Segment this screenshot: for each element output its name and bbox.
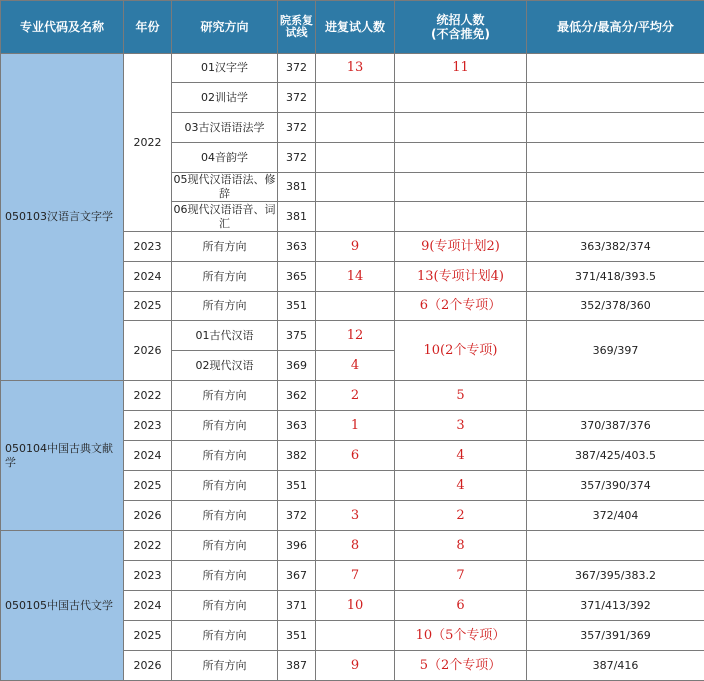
header-direction: 研究方向: [172, 1, 278, 54]
interviewed-cell: 10: [316, 591, 395, 621]
direction-cell: 05现代汉语语法、修辞: [173, 173, 276, 200]
scores-cell: [527, 173, 704, 202]
year-cell: 2024: [124, 441, 172, 471]
interviewed-cell: 8: [316, 531, 395, 561]
line-cell: 371: [278, 591, 316, 621]
admitted-cell: 5: [395, 381, 527, 411]
line-cell: 363: [278, 411, 316, 441]
direction-cell: 所有方向: [172, 292, 278, 321]
line-cell: 351: [278, 621, 316, 651]
scores-cell: [527, 531, 704, 561]
interviewed-cell: [316, 202, 395, 232]
interviewed-cell: 6: [316, 441, 395, 471]
major-name: 050103汉语言文字学: [1, 54, 124, 381]
admitted-cell: [395, 173, 527, 202]
interviewed-cell: [316, 143, 395, 173]
table-row: [1, 381, 704, 411]
year-cell: 2025: [124, 621, 172, 651]
line-cell: 351: [278, 471, 316, 501]
admitted-cell: [395, 83, 527, 113]
line-cell: 396: [278, 531, 316, 561]
direction-cell: 所有方向: [172, 591, 278, 621]
interviewed-cell: 7: [316, 561, 395, 591]
direction-cell: 04音韵学: [172, 143, 278, 173]
scores-cell: 371/413/392: [527, 591, 704, 621]
year-cell: 2025: [124, 292, 172, 321]
line-cell: 363: [278, 232, 316, 262]
scores-cell: [527, 54, 704, 83]
scores-cell: [527, 381, 704, 411]
interviewed-cell: [316, 621, 395, 651]
scores-cell: 387/416: [527, 651, 704, 681]
header-admitted-label: 统招人数: [436, 13, 485, 27]
interviewed-cell: 1: [316, 411, 395, 441]
scores-cell: 363/382/374: [527, 232, 704, 262]
scores-cell: 371/418/393.5: [527, 262, 704, 292]
table-row: [1, 54, 704, 83]
direction-cell: 所有方向: [172, 232, 278, 262]
interviewed-cell: 4: [316, 351, 395, 381]
scores-cell: [527, 143, 704, 173]
direction-cell: 所有方向: [172, 531, 278, 561]
year-cell: 2022: [124, 54, 172, 232]
year-cell: 2022: [124, 381, 172, 411]
interviewed-cell: [316, 471, 395, 501]
major-name: 050105中国古代文学: [1, 531, 124, 681]
header-line: 院系复试线: [278, 1, 316, 54]
admitted-cell: 6: [395, 591, 527, 621]
line-cell: 362: [278, 381, 316, 411]
header-interviewed: 进复试人数: [316, 1, 395, 54]
direction-cell: 02训诂学: [172, 83, 278, 113]
line-cell: 372: [278, 143, 316, 173]
scores-cell: 369/397: [527, 321, 704, 381]
scores-cell: 357/390/374: [527, 471, 704, 501]
header-admitted: [395, 1, 527, 54]
header-major: 专业代码及名称: [1, 1, 124, 54]
interviewed-cell: [316, 292, 395, 321]
line-cell: 372: [278, 54, 316, 83]
scores-cell: 370/387/376: [527, 411, 704, 441]
scores-cell: 352/378/360: [527, 292, 704, 321]
scores-cell: 367/395/383.2: [527, 561, 704, 591]
line-cell: 372: [278, 83, 316, 113]
interviewed-cell: 3: [316, 501, 395, 531]
header-year: 年份: [124, 1, 172, 54]
interviewed-cell: [316, 173, 395, 202]
admitted-cell: 9(专项计划2): [395, 232, 527, 262]
line-cell: 387: [278, 651, 316, 681]
line-cell: 367: [278, 561, 316, 591]
year-cell: 2026: [124, 651, 172, 681]
interviewed-cell: 9: [316, 651, 395, 681]
line-cell: 382: [278, 441, 316, 471]
admitted-cell: 10(2个专项): [395, 321, 527, 381]
scores-cell: 357/391/369: [527, 621, 704, 651]
interviewed-cell: [316, 83, 395, 113]
direction-cell: 所有方向: [172, 561, 278, 591]
interviewed-cell: 2: [316, 381, 395, 411]
year-cell: 2025: [124, 471, 172, 501]
direction-cell: 所有方向: [172, 471, 278, 501]
year-cell: 2022: [124, 531, 172, 561]
interviewed-cell: 14: [316, 262, 395, 292]
admitted-cell: 8: [395, 531, 527, 561]
admitted-cell: 5（2个专项）: [395, 651, 527, 681]
year-cell: 2023: [124, 561, 172, 591]
year-cell: 2024: [124, 262, 172, 292]
year-cell: 2023: [124, 232, 172, 262]
scores-cell: 387/425/403.5: [527, 441, 704, 471]
direction-cell: 01汉字学: [172, 54, 278, 83]
scores-cell: [527, 113, 704, 143]
table-row: [1, 531, 704, 561]
admitted-cell: [395, 202, 527, 232]
direction-cell: 所有方向: [172, 411, 278, 441]
line-cell: 372: [278, 501, 316, 531]
admitted-cell: 3: [395, 411, 527, 441]
line-cell: 369: [278, 351, 316, 381]
year-cell: 2026: [124, 321, 172, 381]
scores-cell: [527, 202, 704, 232]
line-cell: 381: [278, 202, 316, 232]
header-admitted-note: (不含推免): [431, 27, 490, 41]
year-cell: 2024: [124, 591, 172, 621]
admitted-cell: 13(专项计划4): [395, 262, 527, 292]
scores-cell: 372/404: [527, 501, 704, 531]
admitted-cell: [395, 143, 527, 173]
admitted-cell: 7: [395, 561, 527, 591]
direction-cell: 03古汉语语法学: [172, 113, 278, 143]
admitted-cell: 11: [395, 54, 527, 83]
admitted-cell: 10（5个专项）: [395, 621, 527, 651]
interviewed-cell: 9: [316, 232, 395, 262]
interviewed-cell: [316, 113, 395, 143]
year-cell: 2026: [124, 501, 172, 531]
admitted-cell: 4: [395, 441, 527, 471]
direction-cell: 所有方向: [172, 381, 278, 411]
line-cell: 372: [278, 113, 316, 143]
major-name: 050104中国古典文献学: [1, 381, 124, 531]
admitted-cell: 2: [395, 501, 527, 531]
interviewed-cell: 12: [316, 321, 395, 351]
admitted-cell: 4: [395, 471, 527, 501]
admitted-cell: 6（2个专项）: [395, 292, 527, 321]
scores-cell: [527, 83, 704, 113]
header-scores: 最低分/最高分/平均分: [527, 1, 704, 54]
direction-cell: 06现代汉语语音、词汇: [173, 202, 276, 230]
direction-cell: 02现代汉语: [172, 351, 278, 381]
direction-cell: 所有方向: [172, 441, 278, 471]
line-cell: 375: [278, 321, 316, 351]
direction-cell: 所有方向: [172, 651, 278, 681]
year-cell: 2023: [124, 411, 172, 441]
direction-cell: 所有方向: [172, 501, 278, 531]
header-row: [1, 1, 704, 54]
interviewed-cell: 13: [316, 54, 395, 83]
direction-cell: 所有方向: [172, 621, 278, 651]
admitted-cell: [395, 113, 527, 143]
line-cell: 351: [278, 292, 316, 321]
direction-cell: 所有方向: [172, 262, 278, 292]
line-cell: 365: [278, 262, 316, 292]
direction-cell: 01古代汉语: [172, 321, 278, 351]
line-cell: 381: [278, 173, 316, 202]
